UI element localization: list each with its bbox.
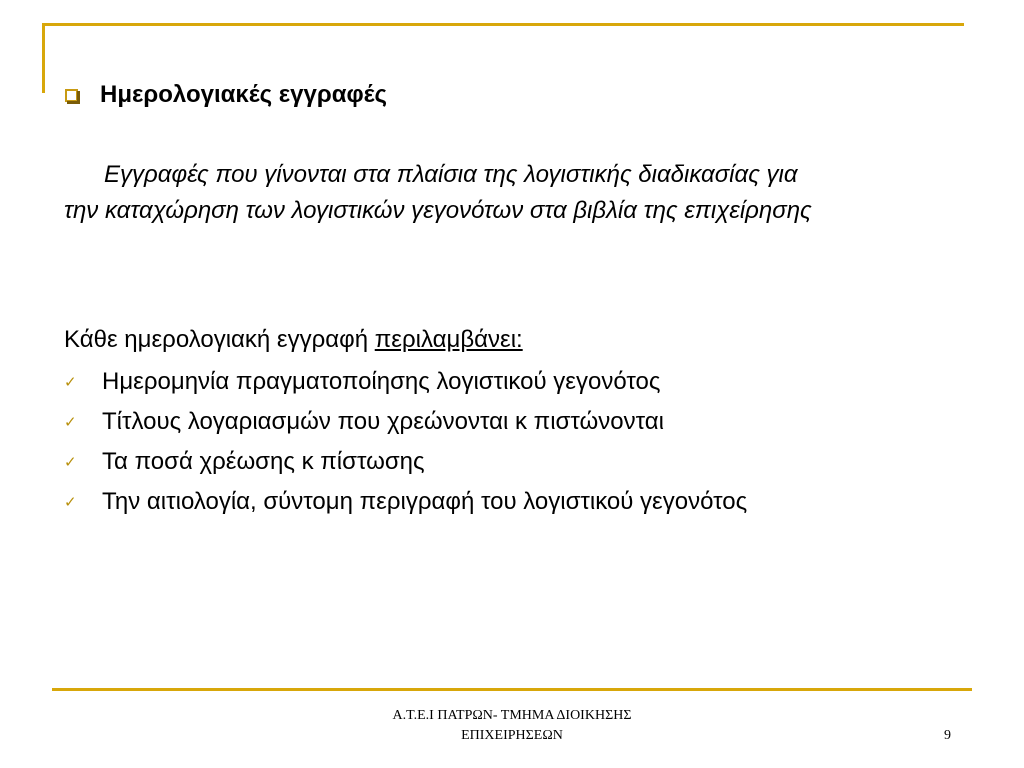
- includes-line: [64, 322, 523, 358]
- frame-top-border: [42, 23, 964, 26]
- slide-heading: [65, 78, 387, 112]
- heading-text: Ημερολογιακές εγγραφές: [100, 81, 387, 108]
- definition-line-2: την καταχώρηση των λογιστικών γεγονότων στα βιβλία της επιχείρησης: [64, 197, 812, 224]
- footer-divider: [52, 688, 972, 691]
- checklist-item-text: Την αιτιολογία, σύντομη περιγραφή του λογιστικού γεγονότος: [102, 488, 748, 515]
- checklist-item: [64, 442, 747, 482]
- definition-text: [64, 157, 1004, 229]
- checklist-item: [64, 402, 747, 442]
- checkmark-icon: ✓: [64, 493, 77, 511]
- checklist-item-text: Ημερομηνία πραγματοποίησης λογιστικού γεγονότος: [102, 368, 661, 395]
- checklist-item-text: Τα ποσά χρέωσης κ πίστωσης: [102, 448, 425, 475]
- page-number: 9: [944, 728, 951, 743]
- checklist-item-text: Τίτλους λογαριασμών που χρεώνονται κ πιστώνονται: [102, 408, 664, 435]
- includes-underlined: περιλαμβάνει:: [374, 326, 523, 353]
- includes-prefix: Κάθε ημερολογιακή εγγραφή: [64, 326, 375, 353]
- definition-line-1: Εγγραφές που γίνονται στα πλαίσια της λογιστικής διαδικασίας για: [104, 161, 798, 188]
- checklist-item: [64, 482, 747, 522]
- checkmark-icon: ✓: [64, 413, 77, 431]
- frame-left-border: [42, 23, 45, 93]
- checklist: [64, 362, 747, 522]
- checklist-item: [64, 362, 747, 402]
- footer-line-1: Α.Τ.Ε.Ι ΠΑΤΡΩΝ- ΤΜΗΜΑ ΔΙΟΙΚΗΣΗΣ: [392, 708, 632, 723]
- footer-institution: [312, 706, 712, 746]
- square-bullet-icon: [65, 89, 78, 102]
- checkmark-icon: ✓: [64, 373, 77, 391]
- footer-line-2: ΕΠΙΧΕΙΡΗΣΕΩΝ: [461, 728, 563, 743]
- checkmark-icon: ✓: [64, 453, 77, 471]
